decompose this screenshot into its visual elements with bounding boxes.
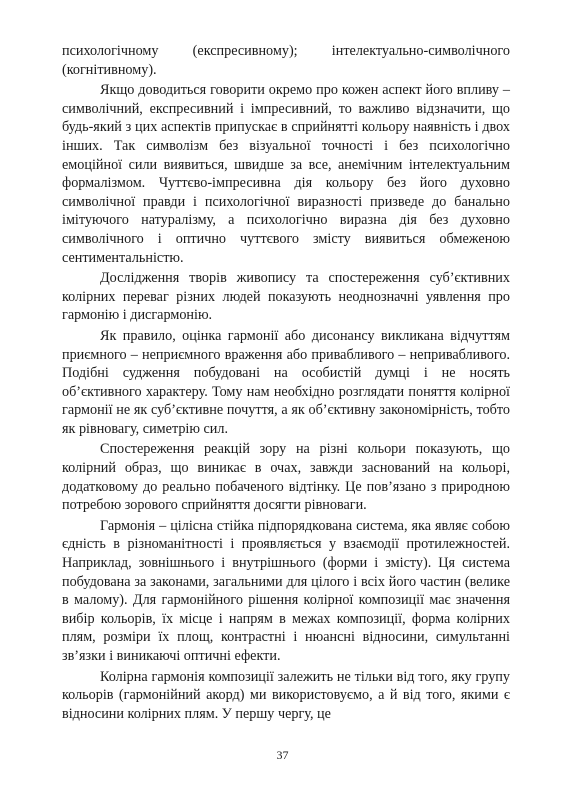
paragraph-4: Як правило, оцінка гармонії або дисонансу викликана відчуттям приємного – неприємного враження або привабливого – непривабливого. Подібні судження побудовані на особистій думці і не носять об’єктивного характеру. Тому нам необхідно розглядати поняття колірної гармонії не як суб’єктивне почуття, а як об’єктивну закономірність, тобто як рівновагу, симетрію сил. bbox=[62, 327, 510, 437]
page-number: 37 bbox=[276, 748, 289, 762]
paragraph-7: Колірна гармонія композиції залежить не тільки від того, яку групу кольорів (гармонійний акорд) ми використовуємо, а й від того, якими є відносини колірних плям. У першу чергу, це bbox=[62, 668, 510, 722]
paragraph-2: Якщо доводиться говорити окремо про кожен аспект його впливу – символічний, експресивний і імпресивний, то важливо відзначити, що будь-який з цих аспектів припускає в сприйнятті кольору наявність і двох інших. Так символізм без візуальної точності і без психологічно емоційної сили виявиться, швидше за все, анемічним інтелектуальним формалізмом. Чуттєво-імпресивна дія кольору без його духовно символічної правди і психологічної виразності призведе до банально імітуючого натуралізму, а психологічно виразна дія без духовно символічного і оптично чуттєвого змісту виявиться обмеженою сентиментальністю. bbox=[62, 82, 510, 266]
paragraph-5: Спостереження реакцій зору на різні кольори показують, що колірний образ, що виникає в очах, завжди заснований на кольорі, додатковому до реально побаченого відтінку. Це пов’язано з природною потребою зорового сприйняття досягти рівноваги. bbox=[62, 441, 510, 514]
paragraph-6: Гармонія – цілісна стійка підпорядкована система, яка являє собою єдність в різноманітності і проявляється у взаємодії протилежностей. Наприклад, зовнішнього і внутрішнього (форми і змісту). Ця система побудована за законами, загальними для цілого і всіх його частин (велике в малому). Для гармонійного рішення колірної композиції має значення вибір кольорів, їх місце і напрям в межах композиції, форма колірних плям, розміри їх площ, контрастні і нюансні відносини, симультанні зв’язки і виникаючі оптичні ефекти. bbox=[62, 517, 510, 664]
paragraph-1: психологічному (експресивному); інтелектуально-символічного (когнітивному). bbox=[62, 43, 510, 78]
paragraph-3: Дослідження творів живопису та спостереження суб’єктивних колірних переваг різних людей показують неоднозначні уявлення про гармонію і дисгармонію. bbox=[62, 270, 510, 324]
document-page bbox=[62, 42, 510, 725]
